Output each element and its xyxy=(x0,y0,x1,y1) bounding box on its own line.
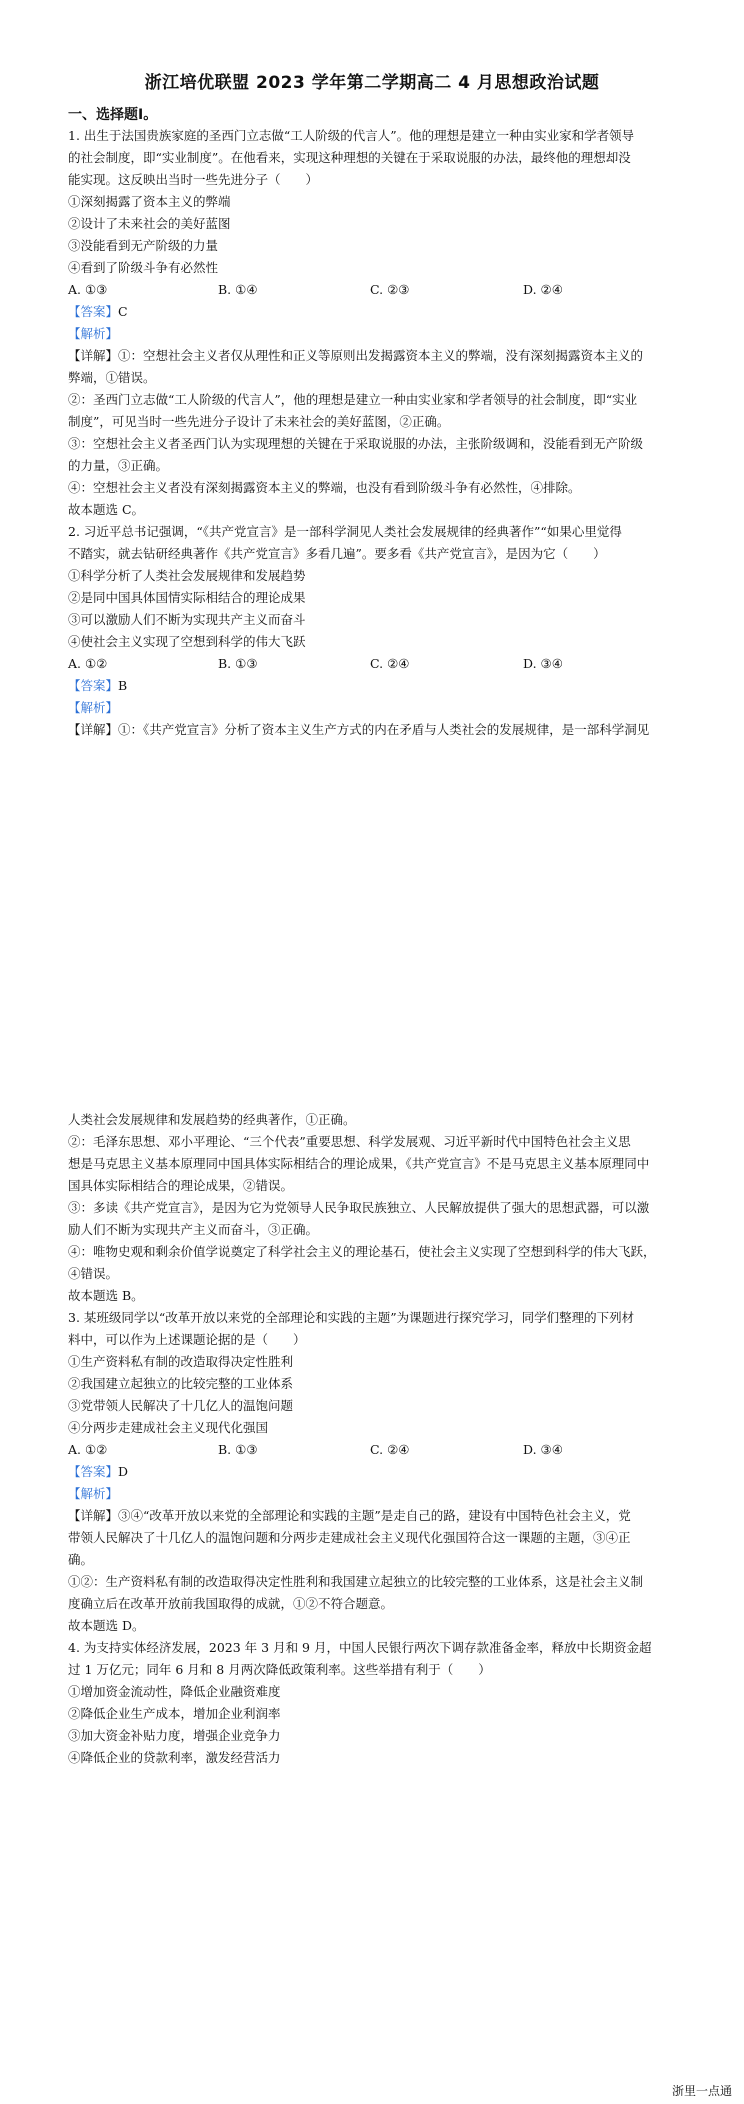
q1-option-d: D. ②④ xyxy=(523,282,563,297)
q4-item: ③加大资金补贴力度，增强企业竞争力 xyxy=(68,1728,281,1743)
q3-detail-line: 确。 xyxy=(68,1552,94,1567)
q2-answer xyxy=(68,678,127,694)
q1-answer xyxy=(68,304,128,320)
q2-option-b: B. ①③ xyxy=(218,656,258,671)
q4-item: ④降低企业的贷款利率，激发经营活力 xyxy=(68,1750,281,1765)
q3-detail-line: 度确立后在改革开放前我国取得的成就，①②不符合题意。 xyxy=(68,1596,394,1611)
q4-stem-line: 4. 为支持实体经济发展，2023 年 3 月和 9 月，中国人民银行两次下调存款准备金率，释放中长期资金超 xyxy=(68,1640,652,1655)
q2-detail-line: ③：多读《共产党宣言》，是因为它为党领导人民争取民族独立、人民解放提供了强大的思想武器，可以激 xyxy=(68,1200,650,1215)
q2-detail-line: ④错误。 xyxy=(68,1266,119,1281)
q3-stem-line: 料中，可以作为上述课题论据的是（ ） xyxy=(68,1332,306,1347)
q2-stem-line: 不踏实，就去钻研经典著作《共产党宣言》多看几遍”。要多看《共产党宣言》，是因为它（ ） xyxy=(68,546,606,561)
q3-option-a: A. ①② xyxy=(68,1442,108,1457)
q1-detail-line: 故本题选 C。 xyxy=(68,502,145,517)
q2-detail-line: 故本题选 B。 xyxy=(68,1288,144,1303)
q1-detail-line: 制度”，可见当时一些先进分子设计了未来社会的美好蓝图，②正确。 xyxy=(68,414,450,429)
q3-detail-line: 故本题选 D。 xyxy=(68,1618,145,1633)
q3-stem-line: 3. 某班级同学以“改革开放以来党的全部理论和实践的主题”为课题进行探究学习，同学们整理的下列材 xyxy=(68,1310,635,1325)
answer-tag: 【答案】 xyxy=(68,304,119,319)
q2-option-c: C. ②④ xyxy=(370,656,410,671)
answer-value: D xyxy=(118,1464,129,1479)
q1-detail-line: ③：空想社会主义者圣西门认为实现理想的关键在于采取说服的办法，主张阶级调和，没能看到无产阶级 xyxy=(68,436,644,451)
page-title: 浙江培优联盟 2023 学年第二学期高二 4 月思想政治试题 xyxy=(144,73,600,93)
q1-option-c: C. ②③ xyxy=(370,282,410,297)
q2-stem-line: 2. 习近平总书记强调，“《共产党宣言》是一部科学洞见人类社会发展规律的经典著作”“如果心里觉得 xyxy=(68,524,622,539)
q1-detail-line: 弊端，①错误。 xyxy=(68,370,156,385)
q3-option-d: D. ③④ xyxy=(523,1442,563,1457)
q1-stem-line: 的社会制度，即“实业制度”。在他看来，实现这种理想的关键在于采取说服的办法，最终他的理想却没 xyxy=(68,150,631,165)
q2-item: ②是同中国具体国情实际相结合的理论成果 xyxy=(68,590,306,605)
q3-answer xyxy=(68,1464,128,1480)
q2-detail-line: 【详解】①：《共产党宣言》分析了资本主义生产方式的内在矛盾与人类社会的发展规律，是一部科学洞见 xyxy=(68,722,650,737)
q2-detail-line: 国具体实际相结合的理论成果，②错误。 xyxy=(68,1178,294,1193)
answer-tag: 【答案】 xyxy=(68,1464,119,1479)
q2-detail-line: 想是马克思主义基本原理同中国具体实际相结合的理论成果，《共产党宣言》不是马克思主义基本原理同中 xyxy=(68,1156,650,1171)
q2-detail-line: ②：毛泽东思想、邓小平理论、“三个代表”重要思想、科学发展观、习近平新时代中国特色社会主义思 xyxy=(68,1134,631,1149)
q2-detail-line: ④：唯物史观和剩余价值学说奠定了科学社会主义的理论基石，使社会主义实现了空想到科学的伟大飞跃， xyxy=(68,1244,656,1259)
q2-item: ①科学分析了人类社会发展规律和发展趋势 xyxy=(68,568,306,583)
q2-detail-line: 人类社会发展规律和发展趋势的经典著作，①正确。 xyxy=(68,1112,356,1127)
q4-stem-line: 过 1 万亿元；同年 6 月和 8 月两次降低政策利率。这些举措有利于（ ） xyxy=(68,1662,491,1677)
q3-item: ③党带领人民解决了十几亿人的温饱问题 xyxy=(68,1398,294,1413)
q1-stem-line: 1. 出生于法国贵族家庭的圣西门立志做“工人阶级的代言人”。他的理想是建立一种由实业家和学者领导 xyxy=(68,128,635,143)
q2-option-a: A. ①② xyxy=(68,656,108,671)
q2-option-d: D. ③④ xyxy=(523,656,563,671)
q1-option-b: B. ①④ xyxy=(218,282,258,297)
q3-option-c: C. ②④ xyxy=(370,1442,410,1457)
q3-analysis-tag: 【解析】 xyxy=(68,1486,119,1501)
q1-option-a: A. ①③ xyxy=(68,282,108,297)
q1-item: ②设计了未来社会的美好蓝图 xyxy=(68,216,231,231)
q3-detail-line: 【详解】③④“改革开放以来党的全部理论和实践的主题”是走自己的路，建设有中国特色社会主义，党 xyxy=(68,1508,631,1523)
q2-item: ④使社会主义实现了空想到科学的伟大飞跃 xyxy=(68,634,306,649)
q2-options xyxy=(68,656,688,672)
q1-detail-line: 【详解】①：空想社会主义者仅从理性和正义等原则出发揭露资本主义的弊端，没有深刻揭露资本主义的 xyxy=(68,348,644,363)
q1-detail-line: ②：圣西门立志做“工人阶级的代言人”，他的理想是建立一种由实业家和学者领导的社会制度，即“实业 xyxy=(68,392,638,407)
q1-stem-line: 能实现。这反映出当时一些先进分子（ ） xyxy=(68,172,319,187)
q1-item: ③没能看到无产阶级的力量 xyxy=(68,238,219,253)
q1-item: ①深刻揭露了资本主义的弊端 xyxy=(68,194,231,209)
q4-item: ①增加资金流动性，降低企业融资难度 xyxy=(68,1684,281,1699)
q1-detail-line: 的力量，③正确。 xyxy=(68,458,169,473)
q4-item: ②降低企业生产成本，增加企业利润率 xyxy=(68,1706,281,1721)
q3-item: ④分两步走建成社会主义现代化强国 xyxy=(68,1420,269,1435)
q2-item: ③可以激励人们不断为实现共产主义而奋斗 xyxy=(68,612,306,627)
q2-analysis-tag: 【解析】 xyxy=(68,700,119,715)
section-heading: 一、选择题Ⅰ。 xyxy=(68,107,158,123)
q1-item: ④看到了阶级斗争有必然性 xyxy=(68,260,219,275)
q3-option-b: B. ①③ xyxy=(218,1442,258,1457)
answer-tag: 【答案】 xyxy=(68,678,119,693)
q1-analysis-tag: 【解析】 xyxy=(68,326,119,341)
q3-item: ②我国建立起独立的比较完整的工业体系 xyxy=(68,1376,294,1391)
q3-detail-line: ①②：生产资料私有制的改造取得决定性胜利和我国建立起独立的比较完整的工业体系，这是社会主义制 xyxy=(68,1574,644,1589)
answer-value: C xyxy=(118,304,128,319)
answer-value: B xyxy=(118,678,128,693)
q3-item: ①生产资料私有制的改造取得决定性胜利 xyxy=(68,1354,294,1369)
q1-detail-line: ④：空想社会主义者没有深刻揭露资本主义的弊端，也没有看到阶级斗争有必然性，④排除。 xyxy=(68,480,581,495)
q3-detail-line: 带领人民解决了十几亿人的温饱问题和分两步走建成社会主义现代化强国符合这一课题的主题，③④正 xyxy=(68,1530,631,1545)
footer-watermark: 浙里一点通 xyxy=(671,2084,732,2098)
q2-detail-line: 励人们不断为实现共产主义而奋斗，③正确。 xyxy=(68,1222,319,1237)
q3-options xyxy=(68,1442,688,1458)
q1-options xyxy=(68,282,688,298)
